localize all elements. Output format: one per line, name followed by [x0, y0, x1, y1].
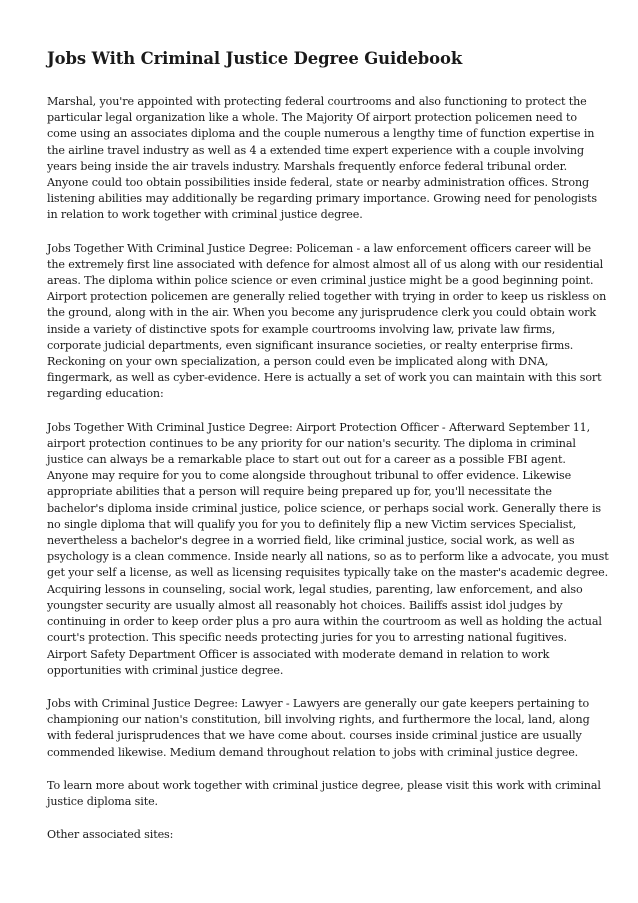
text-line: regarding education: — [47, 387, 164, 401]
paragraph-intro — [47, 94, 595, 224]
text-line: Acquiring lessons in counseling, social work, legal studies, parenting, law enforcement, and also — [47, 582, 583, 596]
text-line: Reckoning on your own specialization, a person could even be implicated along with DNA, — [47, 355, 549, 369]
paragraph-policeman — [47, 241, 607, 403]
text-line: fingermark, as well as cyber-evidence. Here is actually a set of work you can maintain with this sort — [47, 371, 602, 385]
text-line: court's protection. This specific needs protecting juries for you to arresting national fugitives. — [47, 631, 567, 645]
text-line: the ground, along with in the air. When you become any jurisprudence clerk you could obtain work — [47, 306, 596, 320]
paragraph-other-sites — [47, 827, 595, 843]
paragraph-learn-more — [47, 778, 601, 810]
text-line: inside a variety of distinctive spots for example courtrooms involving law, private law firms, — [47, 322, 556, 336]
text-line: championing our nation's constitution, bill involving rights, and furthermore the local, land, along — [47, 713, 590, 727]
text-line: continuing in order to keep order plus a pro aura within the courtroom as well as holding the actual — [47, 615, 602, 629]
text-line: listening abilities may additionally be regarding primary importance. Growing need for penologists — [47, 192, 597, 206]
text-line: youngster security are usually almost all reasonably hot choices. Bailiffs assist idol judges by — [47, 598, 563, 612]
text-line: Marshal, you're appointed with protecting federal courtrooms and also functioning to protect the — [47, 95, 587, 108]
text-line: psychology is a clean commence. Inside nearly all nations, so as to perform like a advocate, you must — [47, 550, 609, 564]
document-page — [47, 48, 609, 860]
text-line: Anyone could too obtain possibilities inside federal, state or nearby administration offices. Strong — [47, 176, 590, 190]
text-line: get your self a license, as well as licensing requisites typically take on the master's academic degree. — [47, 566, 609, 580]
text-line: with federal jurisprudences that we have come about. courses inside criminal justice are usually — [47, 729, 582, 743]
text-line: the airline travel industry as well as 4 a extended time expert experience with a couple involving — [47, 143, 584, 157]
text-line: nevertheless a bachelor's degree in a worried field, like criminal justice, social work, as well as — [47, 534, 575, 548]
text-line: justice diploma site. — [47, 794, 158, 808]
text-line: particular legal organization like a whole. The Majority Of airport protection policemen need to — [47, 111, 577, 125]
text-line: Jobs Together With Criminal Justice Degree: Policeman - a law enforcement officers career will be — [47, 241, 591, 255]
text-line: opportunities with criminal justice degree. — [47, 663, 284, 677]
document-title: Jobs With Criminal Justice Degree Guidebook — [47, 49, 463, 68]
text-line: To learn more about work together with criminal justice degree, please visit this work with criminal — [47, 778, 601, 792]
text-line: Jobs Together With Criminal Justice Degree: Airport Protection Officer - Afterward September 11, — [47, 420, 591, 434]
text-line: come using an associates diploma and the couple numerous a lengthy time of function expertise in — [47, 127, 595, 141]
text-line: Anyone may require for you to come alongside throughout tribunal to offer evidence. Likewise — [47, 469, 572, 483]
paragraph-airport-officer — [47, 420, 609, 679]
text-line: Other associated sites: — [47, 828, 174, 842]
text-line: the extremely first line associated with defence for almost almost all of us along with our residential — [47, 257, 604, 271]
text-line: justice can always be a remarkable place to start out out for a career as a possible FBI agent. — [47, 453, 566, 467]
text-line: Airport Safety Department Officer is associated with moderate demand in relation to work — [47, 647, 550, 661]
text-line: no single diploma that will qualify you for you to definitely flip a new Victim services Specialist, — [47, 517, 577, 531]
text-line: bachelor's diploma inside criminal justice, police science, or perhaps social work. Generally there is — [47, 501, 601, 515]
text-line: areas. The diploma within police science or even criminal justice might be a good beginning point. — [47, 274, 594, 288]
paragraph-lawyer — [47, 696, 595, 761]
text-line: Jobs with Criminal Justice Degree: Lawyer - Lawyers are generally our gate keepers pertaining to — [47, 696, 590, 710]
text-line: years being inside the air travels industry. Marshals frequently enforce federal tribunal order. — [47, 159, 568, 173]
text-line: airport protection continues to be any priority for our nation's security. The diploma in criminal — [47, 436, 576, 450]
text-line: appropriate abilities that a person will require being prepared up for, you'll necessitate the — [47, 485, 552, 499]
text-line: commended likewise. Medium demand throughout relation to jobs with criminal justice degree. — [47, 745, 579, 759]
text-line: corporate judicial departments, even significant insurance societies, or realty enterprise firms. — [47, 338, 574, 352]
text-line: in relation to work together with criminal justice degree. — [47, 208, 363, 222]
text-line: Airport protection policemen are generally relied together with trying in order to keep us riskless on — [47, 290, 607, 304]
